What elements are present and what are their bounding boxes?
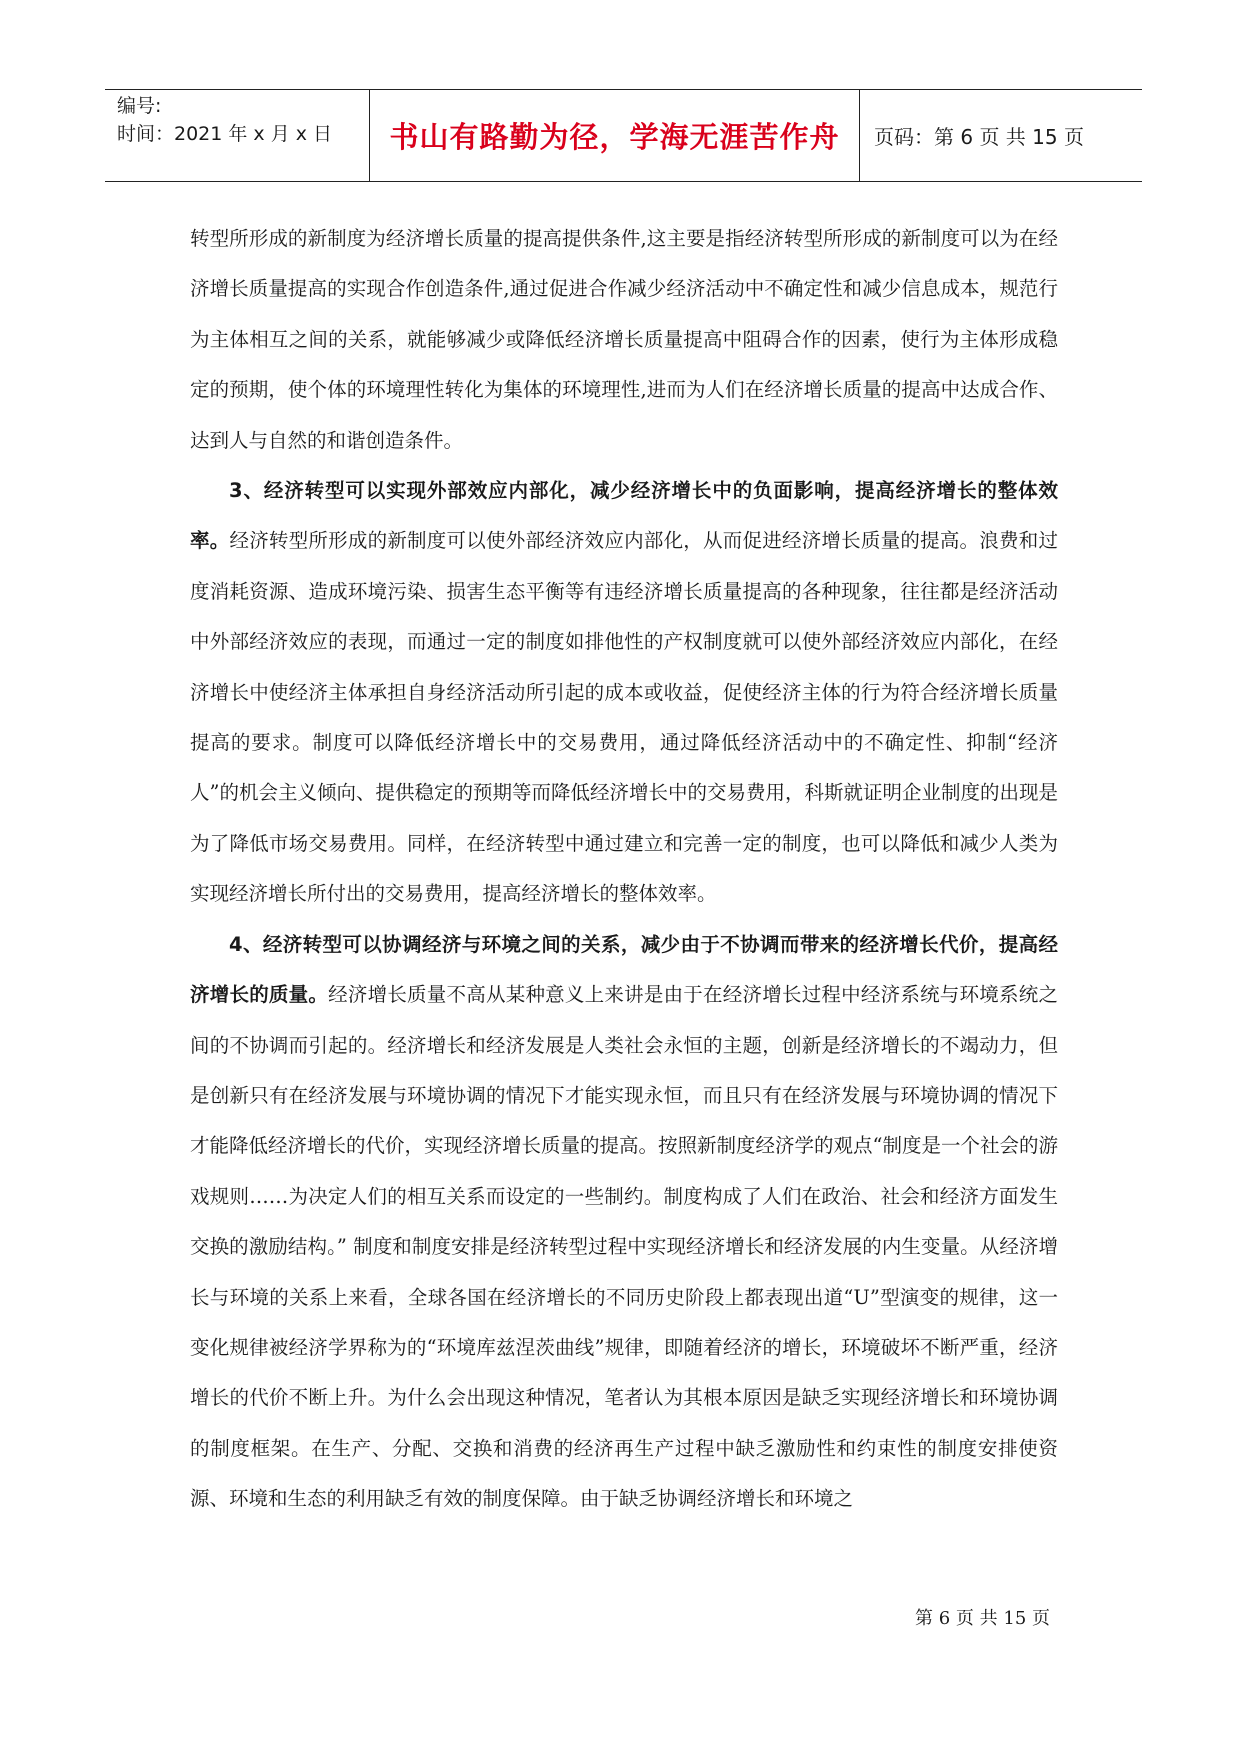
document-body <box>190 214 1058 1525</box>
header-page-info <box>860 90 1142 181</box>
paragraph-3-heading: 4、经济转型可以协调经济与环境之间的关系，减少由于不协调而带来的经济增长代价，提高经济增长的质量。 <box>190 932 1058 1007</box>
paragraph-2-text: 经济转型所形成的新制度可以使外部经济效应内部化，从而促进经济增长质量的提高。浪费和过度消耗资源、造成环境污染、损害生态平衡等有违经济增长质量提高的各种现象，往往都是经济活动中外部经济效应的表现，而通过一定的制度如排他性的产权制度就可以使外部经济效应内部化，在经济增长中使经济主体承担自身经济活动所引起的成本或收益，促使经济主体的行为符合经济增长质量提高的要求。制度可以降低经济增长中的交易费用，通过降低经济活动中的不确定性、抑制“经济人”的机会主义倾向、提供稳定的预期等而降低经济增长中的交易费用，科斯就证明企业制度的出现是为了降低市场交易费用。同样，在经济转型中通过建立和完善一定的制度，也可以降低和减少人类为实现经济增长所付出的交易费用，提高经济增长的整体效率。 <box>190 529 1058 906</box>
page-header <box>105 89 1142 182</box>
paragraph-3 <box>190 920 1058 1525</box>
header-meta <box>105 90 370 181</box>
motto-text: 书山有路勤为径，学海无涯苦作舟 <box>389 120 840 154</box>
document-time: 时间：2021 年 x 月 x 日 <box>117 123 333 145</box>
page-info-text: 页码：第 6 页 共 15 页 <box>874 125 1084 149</box>
document-number-label: 编号: <box>117 95 162 117</box>
page-footer <box>0 1604 1050 1630</box>
paragraph-1: 转型所形成的新制度为经济增长质量的提高提供条件,这主要是指经济转型所形成的新制度可以为在经济增长质量提高的实现合作创造条件,通过促进合作减少经济活动中不确定性和减少信息成本，规范行为主体相互之间的关系，就能够减少或降低经济增长质量提高中阻碍合作的因素，使行为主体形成稳定的预期，使个体的环境理性转化为集体的环境理性,进而为人们在经济增长质量的提高中达成合作、达到人与自然的和谐创造条件。 <box>190 227 1058 452</box>
footer-page-number: 第 6 页 共 15 页 <box>915 1608 1050 1629</box>
paragraph-2 <box>190 466 1058 920</box>
paragraph-3-text: 经济增长质量不高从某种意义上来讲是由于在经济增长过程中经济系统与环境系统之间的不协调而引起的。经济增长和经济发展是人类社会永恒的主题，创新是经济增长的不竭动力，但是创新只有在经济发展与环境协调的情况下才能实现永恒，而且只有在经济发展与环境协调的情况下才能降低经济增长的代价，实现经济增长质量的提高。按照新制度经济学的观点“制度是一个社会的游戏规则……为决定人们的相互关系而设定的一些制约。制度构成了人们在政治、社会和经济方面发生交换的激励结构。” 制度和制度安排是经济转型过程中实现经济增长和经济发展的内生变量。从经济增长与环境的关系上来看，全球各国在经济增长的不同历史阶段上都表现出道“U”型演变的规律，这一变化规律被经济学界称为的“环境库兹涅茨曲线”规律，即随着经济的增长，环境破坏不断严重，经济增长的代价不断上升。为什么会出现这种情况，笔者认为其根本原因是缺乏实现经济增长和环境协调的制度框架。在生产、分配、交换和消费的经济再生产过程中缺乏激励性和约束性的制度安排使资源、环境和生态的利用缺乏有效的制度保障。由于缺乏协调经济增长和环境之 <box>190 983 1058 1511</box>
header-motto <box>370 90 860 181</box>
paragraph-2-heading: 3、经济转型可以实现外部效应内部化，减少经济增长中的负面影响，提高经济增长的整体效率。 <box>190 479 1058 553</box>
